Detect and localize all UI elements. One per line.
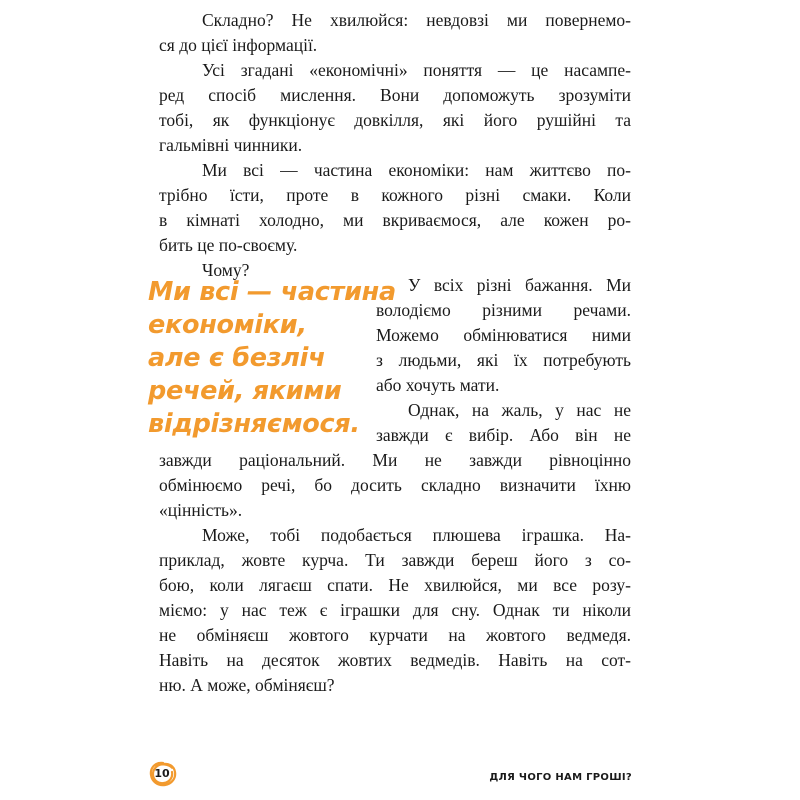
- pull-quote-line: Ми всі — частина: [148, 277, 396, 307]
- pull-quote-line: відрізняємося.: [148, 409, 360, 439]
- pull-quote-line: але є безліч: [148, 343, 326, 373]
- body-line: гальмівні чинники.: [159, 135, 303, 155]
- body-line: Чому?: [202, 260, 250, 280]
- body-line: завжди раціональний. Ми не завжди рівноцінно: [159, 450, 631, 470]
- column-line: завжди є вибір. Або він не: [376, 425, 631, 445]
- pull-quote-line: речей, якими: [148, 376, 342, 406]
- column-line: з людьми, які їх потребують: [376, 350, 631, 370]
- body-line: ся до цієї інформації.: [159, 35, 318, 55]
- body-line: в кімнаті холодно, ми вкриваємося, але кожен ро-: [159, 210, 631, 230]
- body-line: бить це по-своєму.: [159, 235, 298, 255]
- body-line: тобі, як функціонує довкілля, які його рушійні та: [159, 110, 631, 130]
- body-line: Навіть на десяток жовтих ведмедів. Навіть на сот-: [159, 650, 631, 670]
- column-line: Можемо обмінюватися ними: [376, 325, 631, 345]
- body-line: ню. А може, обміняєш?: [159, 675, 335, 695]
- body-line: «цінність».: [159, 500, 243, 520]
- running-title: ДЛЯ ЧОГО НАМ ГРОШІ?: [489, 772, 632, 783]
- page-number: [148, 760, 178, 788]
- column-line: володіємо різними речами.: [376, 300, 631, 320]
- pull-quote-line: економіки,: [148, 310, 307, 340]
- page-number-text: 10: [154, 767, 170, 780]
- pull-quote: [148, 276, 396, 441]
- body-line: Ми всі — частина економіки: нам життєво по-: [202, 160, 631, 180]
- body-line: Складно? Не хвилюйся: невдовзі ми повернемо-: [202, 10, 631, 30]
- column-line: Однак, на жаль, у нас не: [408, 400, 631, 420]
- body-line: не обміняєш жовтого курчати на жовтого ведмедя.: [159, 625, 631, 645]
- body-line: Може, тобі подобається плюшева іграшка. На-: [202, 525, 631, 545]
- body-line: трібно їсти, проте в кожного різні смаки. Коли: [159, 185, 631, 205]
- body-line: приклад, жовте курча. Ти завжди береш його з со-: [159, 550, 631, 570]
- column-line: або хочуть мати.: [376, 375, 500, 395]
- body-line: міємо: у нас теж є іграшки для сну. Однак ти ніколи: [159, 600, 631, 620]
- column-line: У всіх різні бажання. Ми: [408, 275, 631, 295]
- body-line: Усі згадані «економічні» поняття — це насампе-: [202, 60, 631, 80]
- body-line: ред спосіб мислення. Вони допоможуть зрозуміти: [159, 85, 631, 105]
- body-line: обмінюємо речі, бо досить складно визначити їхню: [159, 475, 631, 495]
- body-line: бою, коли лягаєш спати. Не хвилюйся, ми все розу-: [159, 575, 631, 595]
